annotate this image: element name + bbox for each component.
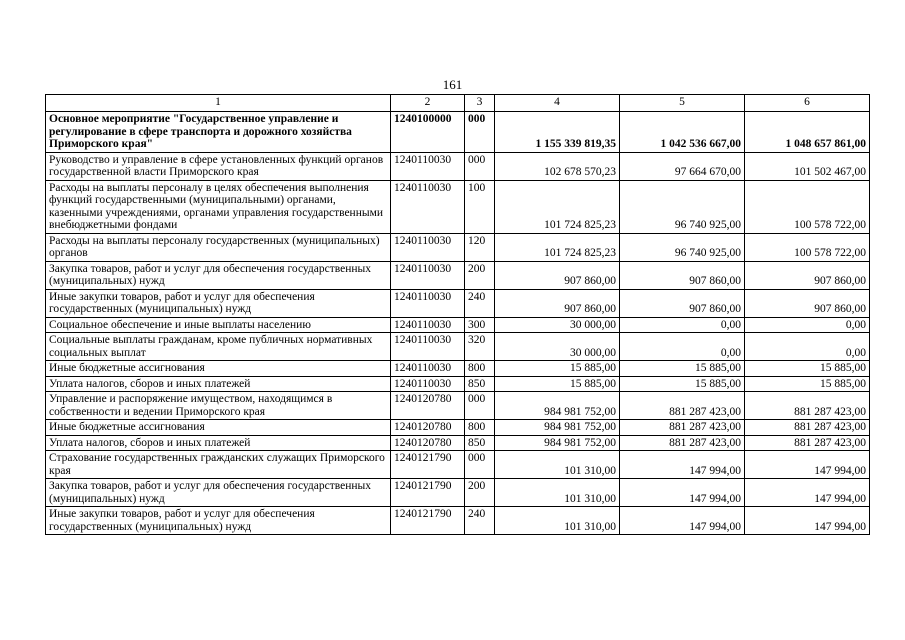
row-amount-col5: 147 994,00	[620, 479, 745, 507]
row-amount-col4: 101 310,00	[495, 451, 620, 479]
table-row	[46, 289, 870, 317]
row-amount-col5: 97 664 670,00	[620, 152, 745, 180]
row-amount-col6: 147 994,00	[745, 451, 870, 479]
row-name-cell: Социальное обеспечение и иные выплаты населению	[46, 317, 391, 333]
row-amount-col6: 1 048 657 861,00	[745, 112, 870, 153]
row-code-cell: 1240120780	[391, 392, 465, 420]
budget-table	[45, 94, 870, 535]
row-name-cell: Закупка товаров, работ и услуг для обеспечения государственных (муниципальных) нужд	[46, 479, 391, 507]
row-code-cell: 1240121790	[391, 479, 465, 507]
row-amount-col4: 15 885,00	[495, 361, 620, 377]
row-name-cell: Иные закупки товаров, работ и услуг для обеспечения государственных (муниципальных) нужд	[46, 507, 391, 535]
row-amount-col5: 881 287 423,00	[620, 420, 745, 436]
row-expense-type-cell: 300	[465, 317, 495, 333]
table-row	[46, 435, 870, 451]
row-name-cell: Иные закупки товаров, работ и услуг для обеспечения государственных (муниципальных) нужд	[46, 289, 391, 317]
row-expense-type-cell: 320	[465, 333, 495, 361]
row-expense-type-cell: 000	[465, 392, 495, 420]
row-amount-col5: 147 994,00	[620, 451, 745, 479]
row-expense-type-cell: 000	[465, 112, 495, 153]
row-expense-type-cell: 100	[465, 180, 495, 233]
table-row	[46, 420, 870, 436]
row-amount-col6: 0,00	[745, 317, 870, 333]
row-expense-type-cell: 200	[465, 479, 495, 507]
row-amount-col5: 881 287 423,00	[620, 392, 745, 420]
header-cell: 2	[391, 95, 465, 112]
table-row	[46, 152, 870, 180]
row-expense-type-cell: 000	[465, 152, 495, 180]
row-amount-col4: 984 981 752,00	[495, 435, 620, 451]
row-expense-type-cell: 240	[465, 289, 495, 317]
row-expense-type-cell: 200	[465, 261, 495, 289]
header-cell: 5	[620, 95, 745, 112]
table-row	[46, 180, 870, 233]
row-code-cell: 1240110030	[391, 333, 465, 361]
row-amount-col4: 984 981 752,00	[495, 420, 620, 436]
row-amount-col5: 907 860,00	[620, 289, 745, 317]
row-code-cell: 1240110030	[391, 376, 465, 392]
row-amount-col6: 881 287 423,00	[745, 435, 870, 451]
row-code-cell: 1240121790	[391, 451, 465, 479]
row-name-cell: Руководство и управление в сфере установленных функций органов государственной власти Приморского края	[46, 152, 391, 180]
row-amount-col4: 1 155 339 819,35	[495, 112, 620, 153]
row-amount-col6: 101 502 467,00	[745, 152, 870, 180]
row-amount-col6: 881 287 423,00	[745, 420, 870, 436]
row-amount-col4: 101 724 825,23	[495, 180, 620, 233]
row-name-cell: Уплата налогов, сборов и иных платежей	[46, 376, 391, 392]
row-code-cell: 1240110030	[391, 180, 465, 233]
header-cell: 3	[465, 95, 495, 112]
row-amount-col5: 147 994,00	[620, 507, 745, 535]
row-amount-col6: 907 860,00	[745, 261, 870, 289]
row-name-cell: Расходы на выплаты персоналу государственных (муниципальных) органов	[46, 233, 391, 261]
header-row	[46, 95, 870, 112]
row-amount-col5: 0,00	[620, 333, 745, 361]
row-amount-col5: 907 860,00	[620, 261, 745, 289]
header-cell: 4	[495, 95, 620, 112]
row-name-cell: Закупка товаров, работ и услуг для обеспечения государственных (муниципальных) нужд	[46, 261, 391, 289]
row-amount-col4: 907 860,00	[495, 261, 620, 289]
row-amount-col6: 907 860,00	[745, 289, 870, 317]
row-amount-col5: 15 885,00	[620, 376, 745, 392]
table-row	[46, 112, 870, 153]
row-amount-col5: 96 740 925,00	[620, 180, 745, 233]
row-name-cell: Основное мероприятие "Государственное управление и регулирование в сфере транспорта и дорожного хозяйства Приморского края"	[46, 112, 391, 153]
row-code-cell: 1240120780	[391, 420, 465, 436]
page-number: 161	[442, 77, 463, 92]
row-amount-col4: 101 310,00	[495, 479, 620, 507]
table-row	[46, 261, 870, 289]
table-row	[46, 233, 870, 261]
row-code-cell: 1240110030	[391, 317, 465, 333]
row-name-cell: Социальные выплаты гражданам, кроме публичных нормативных социальных выплат	[46, 333, 391, 361]
row-code-cell: 1240110030	[391, 361, 465, 377]
row-expense-type-cell: 850	[465, 376, 495, 392]
row-amount-col4: 30 000,00	[495, 333, 620, 361]
row-name-cell: Управление и распоряжение имуществом, находящимся в собственности и ведении Приморского края	[46, 392, 391, 420]
row-code-cell: 1240100000	[391, 112, 465, 153]
row-amount-col6: 15 885,00	[745, 376, 870, 392]
row-expense-type-cell: 800	[465, 420, 495, 436]
row-amount-col6: 881 287 423,00	[745, 392, 870, 420]
row-name-cell: Уплата налогов, сборов и иных платежей	[46, 435, 391, 451]
row-amount-col6: 15 885,00	[745, 361, 870, 377]
row-amount-col6: 100 578 722,00	[745, 233, 870, 261]
row-amount-col6: 100 578 722,00	[745, 180, 870, 233]
row-code-cell: 1240121790	[391, 507, 465, 535]
row-amount-col5: 96 740 925,00	[620, 233, 745, 261]
row-name-cell: Страхование государственных гражданских служащих Приморского края	[46, 451, 391, 479]
row-amount-col5: 881 287 423,00	[620, 435, 745, 451]
table-row	[46, 376, 870, 392]
row-amount-col4: 984 981 752,00	[495, 392, 620, 420]
header-cell: 6	[745, 95, 870, 112]
table-row	[46, 479, 870, 507]
table-row	[46, 451, 870, 479]
header-cell: 1	[46, 95, 391, 112]
row-amount-col5: 15 885,00	[620, 361, 745, 377]
row-amount-col6: 147 994,00	[745, 507, 870, 535]
row-amount-col4: 907 860,00	[495, 289, 620, 317]
table-row	[46, 333, 870, 361]
table-row	[46, 361, 870, 377]
row-amount-col6: 147 994,00	[745, 479, 870, 507]
row-expense-type-cell: 120	[465, 233, 495, 261]
table-row	[46, 507, 870, 535]
row-code-cell: 1240110030	[391, 233, 465, 261]
row-expense-type-cell: 850	[465, 435, 495, 451]
row-amount-col4: 101 310,00	[495, 507, 620, 535]
row-name-cell: Расходы на выплаты персоналу в целях обеспечения выполнения функций государственными (муниципальными) органами, казенными учреждениями, органами управления государственными внебюджетными фондами	[46, 180, 391, 233]
row-code-cell: 1240110030	[391, 261, 465, 289]
row-expense-type-cell: 000	[465, 451, 495, 479]
row-code-cell: 1240110030	[391, 152, 465, 180]
row-code-cell: 1240120780	[391, 435, 465, 451]
row-amount-col6: 0,00	[745, 333, 870, 361]
row-amount-col4: 101 724 825,23	[495, 233, 620, 261]
row-amount-col4: 30 000,00	[495, 317, 620, 333]
row-name-cell: Иные бюджетные ассигнования	[46, 420, 391, 436]
table-row	[46, 317, 870, 333]
row-amount-col4: 15 885,00	[495, 376, 620, 392]
row-code-cell: 1240110030	[391, 289, 465, 317]
table-row	[46, 392, 870, 420]
row-amount-col5: 1 042 536 667,00	[620, 112, 745, 153]
row-amount-col4: 102 678 570,23	[495, 152, 620, 180]
row-amount-col5: 0,00	[620, 317, 745, 333]
row-expense-type-cell: 800	[465, 361, 495, 377]
row-expense-type-cell: 240	[465, 507, 495, 535]
row-name-cell: Иные бюджетные ассигнования	[46, 361, 391, 377]
